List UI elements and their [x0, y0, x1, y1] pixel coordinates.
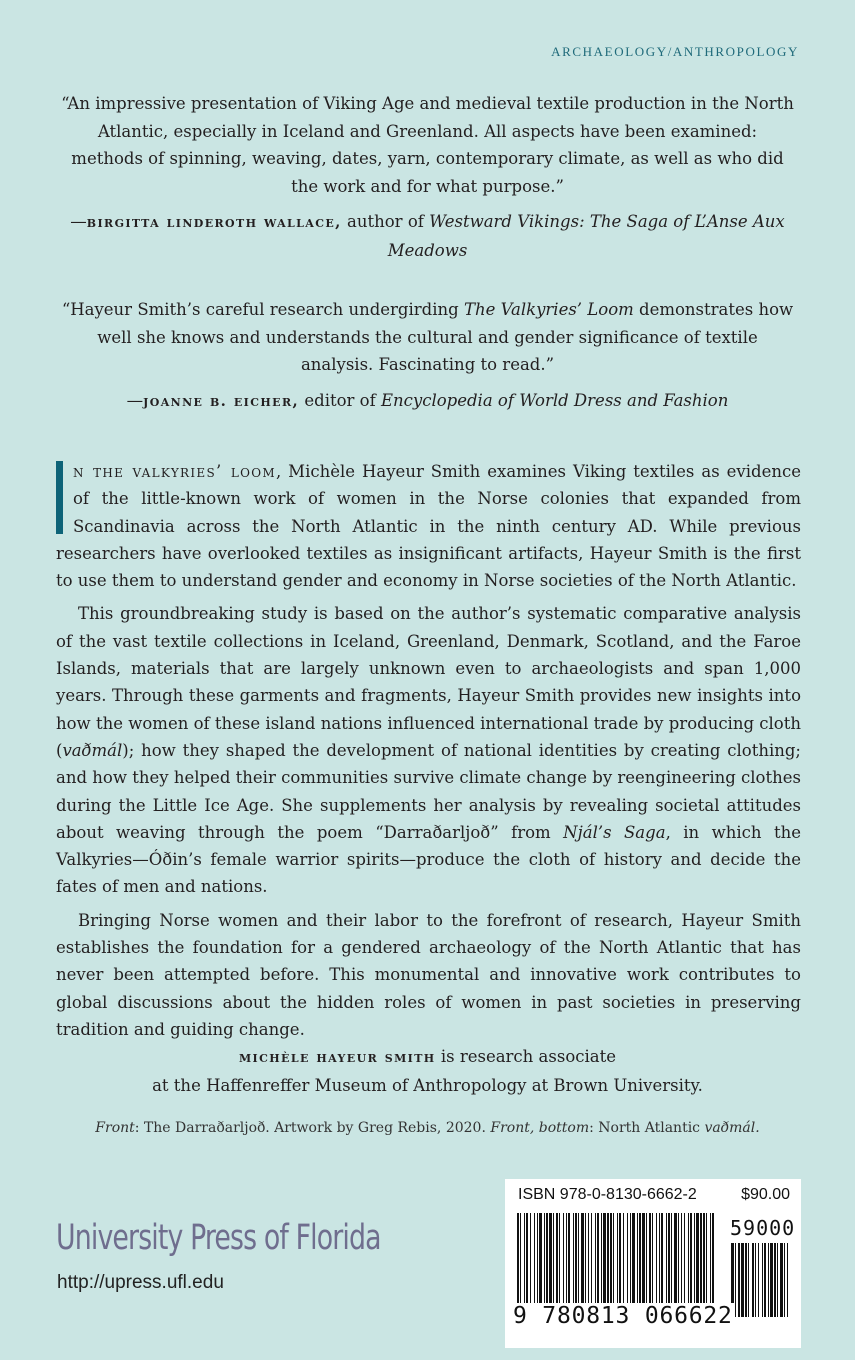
isbn-price-line	[518, 1186, 790, 1204]
barcode-bar	[553, 1213, 554, 1309]
barcode-bar	[652, 1213, 653, 1309]
description-paragraph-1	[56, 458, 801, 594]
author-bio-line-2: at the Haffenreffer Museum of Anthropology at Brown University.	[152, 1075, 703, 1095]
barcode-bar	[630, 1213, 631, 1309]
barcode-bar	[573, 1213, 574, 1309]
barcode-bar	[656, 1213, 657, 1309]
barcode-bar	[632, 1213, 635, 1309]
barcode-bar	[659, 1213, 660, 1309]
barcode-bar	[578, 1213, 579, 1309]
p2-saga: Njál’s Saga	[563, 822, 666, 842]
barcode-bar	[637, 1213, 638, 1309]
credit-front-label: Front	[95, 1120, 135, 1136]
barcode-bar	[696, 1213, 699, 1309]
barcode-bar	[568, 1213, 570, 1309]
quote-2-title: The Valkyries’ Loom	[463, 300, 634, 319]
author-bio-line-1	[60, 1043, 795, 1072]
quote-2-text-b: demonstrates how well she knows and understands the cultural and gender significance of textile analysis. Fascinating to read.”	[97, 300, 794, 374]
barcode-bar	[649, 1213, 651, 1309]
barcode-bar	[585, 1213, 586, 1309]
drop-cap-bar	[56, 461, 63, 534]
category-label: ARCHAEOLOGY/ANTHROPOLOGY	[551, 44, 799, 59]
barcode-addon-digits: 59000	[730, 1216, 796, 1240]
barcode-addon-bar	[748, 1243, 749, 1317]
barcode-bar	[684, 1213, 685, 1309]
description-paragraph-2	[56, 600, 801, 900]
barcode-bar	[575, 1213, 577, 1309]
barcode-bar	[627, 1213, 628, 1309]
barcode-bar	[581, 1213, 584, 1309]
barcode-addon-bar	[774, 1243, 776, 1317]
credit-front-text: : The Darraðarljoð. Artwork by Greg Rebis, 2020.	[134, 1120, 491, 1136]
barcode-addon-bar	[735, 1243, 736, 1317]
barcode-bar	[537, 1213, 538, 1309]
description-paragraph-3: Bringing Norse women and their labor to the forefront of research, Hayeur Smith establishes the foundation for a gendered archaeology of the North Atlantic that has never been attempted before. This monumental and innovative work contributes to global discussions about the hidden roles of women in past societies in preserving tradition and guiding change.	[56, 910, 801, 1039]
barcode-bar	[610, 1213, 612, 1309]
endorsement-quote-2	[60, 296, 795, 415]
publisher-url[interactable]: http://upress.ufl.edu	[57, 1272, 224, 1293]
barcode-bar	[595, 1213, 596, 1309]
author-name: michèle hayeur smith	[238, 1048, 436, 1066]
credit-bottom-label: Front, bottom	[490, 1120, 590, 1136]
barcode-bar	[671, 1213, 672, 1309]
barcode-bar	[623, 1213, 624, 1309]
barcode-bar	[546, 1213, 548, 1309]
price: $90.00	[741, 1186, 790, 1203]
barcode-box	[505, 1179, 801, 1348]
quote-2-name: joanne b. eicher,	[143, 391, 300, 410]
quote-1-role: author of	[341, 212, 430, 231]
barcode-addon-bar	[755, 1243, 756, 1317]
barcode-bar	[597, 1213, 599, 1309]
quote-2-attribution	[60, 387, 795, 416]
barcode-bar	[617, 1213, 618, 1309]
barcode-bar	[646, 1213, 647, 1309]
barcode-bar	[526, 1213, 528, 1309]
endorsement-quote-1	[60, 90, 795, 264]
p2-part-a: This groundbreaking study is based on the author’s systematic comparative analysis of the vast textile collections in Iceland, Greenland, Denmark, Scotland, and the Faroe Islands, materials that are largely unknown even to archaeologists and span 1,000 years. Through these garments and fragments, Hayeur Smith provides new insights into how the women of these island nations influenced international trade by producing cloth (	[56, 604, 801, 760]
quote-1-work: Westward Vikings: The Saga of L’Anse Aux Meadows	[387, 212, 785, 260]
barcode-bar	[619, 1213, 621, 1309]
publisher-name: University Press of Florida	[56, 1218, 381, 1258]
barcode-addon-bar	[768, 1243, 769, 1317]
author-bio-text-1: is research associate	[435, 1047, 617, 1066]
barcode-bar	[678, 1213, 679, 1309]
barcode-bar	[700, 1213, 702, 1309]
barcode-bar	[694, 1213, 695, 1309]
barcode-bar	[520, 1213, 521, 1309]
quote-2-work: Encyclopedia of World Dress and Fashion	[380, 390, 729, 410]
barcode-bar	[549, 1213, 552, 1309]
barcode-addon-bar	[780, 1243, 783, 1317]
barcode-bar	[534, 1213, 535, 1309]
barcode-bar	[517, 1213, 519, 1309]
quote-2-dash: —	[126, 390, 144, 410]
barcode-bar	[710, 1213, 711, 1309]
barcode-bar	[666, 1213, 667, 1309]
barcode-addon-bar	[777, 1243, 778, 1317]
barcode-addon-bar	[787, 1243, 788, 1317]
p2-part-b: ); how they shaped the development of national identities by creating clothing; and how they helped their communities survive climate change by reengineering clothes during the Little Ice Age. She supplements her analysis by revealing societal attitudes about weaving through the poem “Darraðarljoð” from	[56, 740, 801, 842]
barcode-bar	[603, 1213, 606, 1309]
isbn-number: ISBN 978-0-8130-6662-2	[518, 1186, 697, 1203]
quote-2-role: editor of	[299, 390, 381, 410]
description-p1-text: , Michèle Hayeur Smith examines Viking textiles as evidence of the little-known work of women in the Norse colonies that expanded from Scandinavia across the North Atlantic in the ninth century AD. While previous researchers have overlooked textiles as insignificant artifacts, Hayeur Smith is the first to use them to understand gender and economy in Norse societies of the North Atlantic.	[56, 462, 801, 591]
barcode-addon-bar	[741, 1243, 744, 1317]
barcode-bar	[688, 1213, 689, 1309]
quote-1-name: birgitta linderoth wallace,	[86, 213, 342, 231]
barcode-bar	[703, 1213, 705, 1309]
barcode-bar	[588, 1213, 589, 1309]
barcode-bar	[712, 1213, 714, 1309]
book-description	[56, 458, 801, 1049]
barcode-bar	[639, 1213, 641, 1309]
author-bio	[60, 1043, 795, 1099]
barcode-bar	[661, 1213, 663, 1309]
credit-bottom-term: vaðmál.	[704, 1120, 760, 1136]
barcode-bar	[668, 1213, 670, 1309]
barcode-addon-bar	[784, 1243, 785, 1317]
barcode-bar	[524, 1213, 525, 1309]
barcode-addon-bar	[770, 1243, 773, 1317]
barcode-digits: 9 780813 066622	[513, 1303, 733, 1329]
credit-bottom-text: : North Atlantic	[589, 1120, 705, 1136]
cover-credit	[60, 1120, 795, 1136]
quote-1-text: “An impressive presentation of Viking Age and medieval textile production in the North Atlantic, especially in Iceland and Greenland. All aspects have been examined: methods of spinning, weaving, dates, yarn, contemporary climate, as well as who did the work and for what purpose.”	[61, 94, 794, 196]
barcode-bar	[566, 1213, 567, 1309]
barcode-addon-bar	[745, 1243, 747, 1317]
p2-part-c: , in which the Valkyries—Óðin’s female warrior spirits—produce the cloth of history and decide the fates of men and nations.	[56, 822, 801, 897]
barcode-bar	[690, 1213, 692, 1309]
barcode-bar	[591, 1213, 592, 1309]
barcode-bar	[607, 1213, 609, 1309]
barcode-bar	[642, 1213, 645, 1309]
barcode-bar	[563, 1213, 564, 1309]
barcode-bar	[681, 1213, 682, 1309]
barcode-addon-bar	[762, 1243, 763, 1317]
barcode-bar	[539, 1213, 542, 1309]
barcode-addon-bar	[764, 1243, 766, 1317]
barcode-bar	[530, 1213, 531, 1309]
p2-vadmal: vaðmál	[62, 740, 123, 760]
barcode-bar	[674, 1213, 677, 1309]
barcode-bar	[559, 1213, 560, 1309]
quote-2-text-a: “Hayeur Smith’s careful research undergirding	[61, 300, 464, 319]
barcode-bar	[601, 1213, 602, 1309]
barcode-bar	[706, 1213, 707, 1309]
barcode-bar	[556, 1213, 558, 1309]
quote-2-text	[60, 296, 795, 379]
description-lead: n the valkyries’ loom	[73, 462, 276, 481]
barcode-bar	[544, 1213, 545, 1309]
quote-1-attribution	[60, 208, 795, 264]
barcode-addon-bar	[738, 1243, 740, 1317]
barcode-addon-bar	[758, 1243, 759, 1317]
barcode-bar	[613, 1213, 614, 1309]
barcode-addon-bar	[752, 1243, 754, 1317]
quote-1-dash: —	[70, 212, 87, 231]
